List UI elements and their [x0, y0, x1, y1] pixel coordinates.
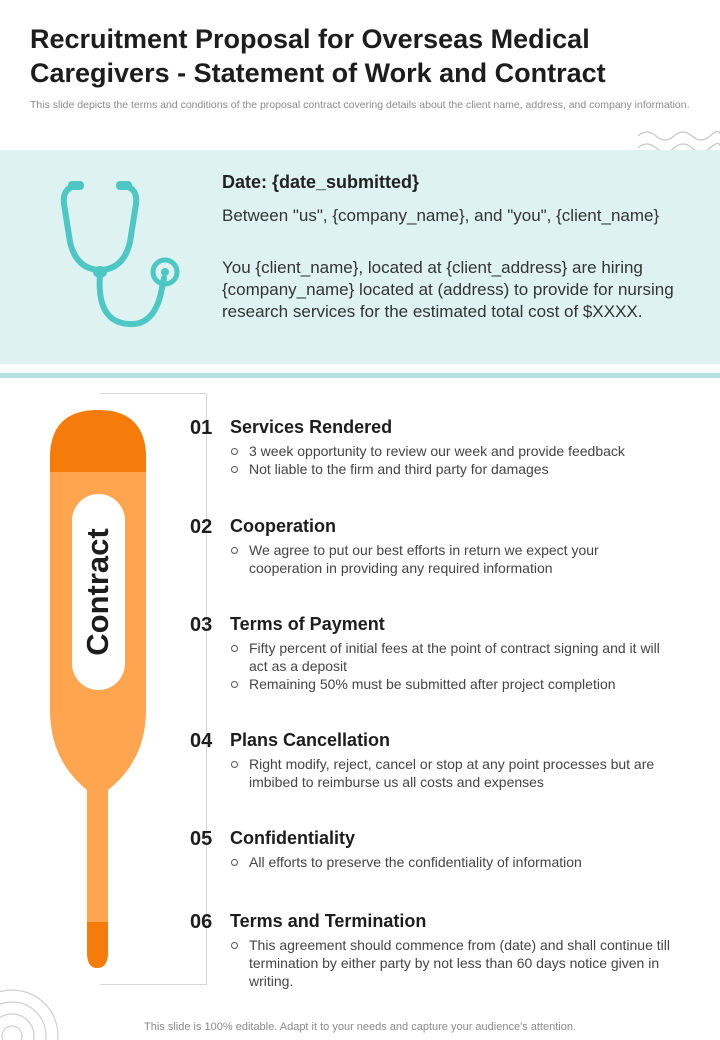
section-title: Plans Cancellation	[230, 730, 391, 750]
bullet-item: Fifty percent of initial fees at the point of contract signing and it will act as a deposit	[230, 639, 670, 675]
bullet-item: Remaining 50% must be submitted after project completion	[230, 675, 670, 693]
section-number: 01	[190, 417, 213, 439]
stethoscope-icon	[52, 176, 192, 336]
bullet-list	[230, 442, 670, 478]
section-title: Cooperation	[230, 516, 336, 536]
bullet-item: This agreement should commence from (date) and shall continue till termination by either party by not less than 60 days notice given in writing.	[230, 936, 670, 990]
bullet-list	[230, 541, 670, 577]
parties-line: Between "us", {company_name}, and "you", {client_name}	[222, 206, 660, 225]
section-title: Terms of Payment	[230, 614, 385, 634]
page-title: Recruitment Proposal for Overseas Medical Caregivers - Statement of Work and Contract	[30, 24, 606, 88]
section-number: 03	[190, 614, 213, 636]
bullet-list	[230, 755, 670, 791]
bullet-item: 3 week opportunity to review our week and provide feedback	[230, 442, 670, 460]
footer-note: This slide is 100% editable. Adapt it to your needs and capture your audience's attention.	[144, 1021, 576, 1033]
intro-body: You {client_name}, located at {client_address} are hiring {company_name} located at (address) to provide for nursing research services for the estimated total cost of $XXXX.	[222, 258, 674, 321]
bullet-list	[230, 936, 670, 990]
section-number: 06	[190, 911, 213, 933]
section-title: Services Rendered	[230, 417, 393, 437]
page-subtitle: This slide depicts the terms and conditions of the proposal contract covering details about the client name, address, and company information.	[30, 99, 690, 111]
bullet-list	[230, 853, 670, 871]
contract-label: Contract	[80, 528, 115, 656]
section-title: Terms and Termination	[230, 911, 427, 931]
bullet-list	[230, 639, 670, 693]
bullet-item: Right modify, reject, cancel or stop at any point processes but are imbibed to reimburse us all costs and expenses	[230, 755, 670, 791]
bullet-item: All efforts to preserve the confidentiality of information	[230, 853, 670, 871]
section-title: Confidentiality	[230, 828, 355, 848]
section-number: 02	[190, 516, 213, 538]
section-number: 04	[190, 730, 213, 752]
bullet-item: Not liable to the firm and third party for damages	[230, 460, 670, 478]
date-line: Date: {date_submitted}	[222, 172, 420, 192]
section-number: 05	[190, 828, 213, 850]
intro-band-divider	[0, 373, 720, 378]
bullet-item: We agree to put our best efforts in return we expect your cooperation in providing any required information	[230, 541, 670, 577]
